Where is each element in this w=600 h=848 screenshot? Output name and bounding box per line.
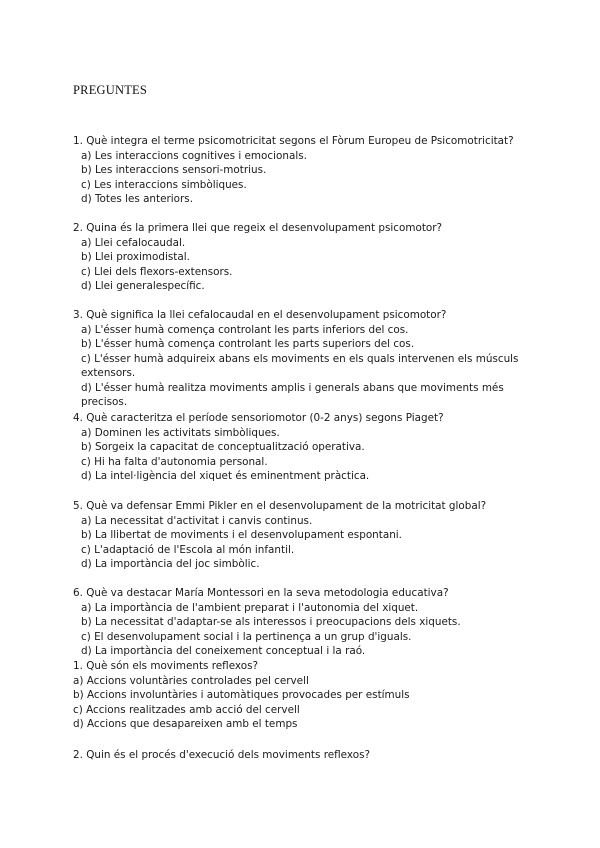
answer-option: d) La importància del joc simbòlic. <box>81 558 260 570</box>
question-block <box>73 659 543 732</box>
question-block <box>73 586 543 659</box>
question-stem: 4. Què caracteritza el període sensoriomotor (0-2 anys) segons Piaget? <box>73 412 444 424</box>
question-block <box>73 134 543 207</box>
answer-option: c) El desenvolupament social i la pertinença a un grup d'iguals. <box>81 630 412 643</box>
answer-option: a) La importància de l'ambient preparat i l'autonomia del xiquet. <box>81 601 419 614</box>
question-block <box>73 499 543 572</box>
question-stem: 3. Què significa la llei cefalocaudal en el desenvolupament psicomotor? <box>73 309 447 321</box>
answer-option: c) L'ésser humà adquireix abans els moviments en els quals intervenen els músculs extensors. <box>81 352 519 379</box>
answer-option: c) Hi ha falta d'autonomia personal. <box>81 455 268 468</box>
answer-option: d) L'ésser humà realitza moviments amplis i generals abans que moviments més precisos. <box>81 381 504 408</box>
answer-option: c) Accions realitzades amb acció del cervell <box>73 703 300 716</box>
answer-option: b) La necessitat d'adaptar-se als interessos i preocupacions dels xiquets. <box>81 616 461 628</box>
question-block <box>73 411 543 484</box>
answer-option: a) Dominen les activitats simbòliques. <box>81 426 280 439</box>
answer-option: d) La intel·ligència del xiquet és eminentment pràctica. <box>81 470 370 482</box>
answer-option: a) La necessitat d'activitat i canvis continus. <box>81 514 313 527</box>
answer-option: a) Accions voluntàries controlades pel cervell <box>73 674 309 687</box>
question-stem: 1. Què integra el terme psicomotricitat segons el Fòrum Europeu de Psicomotricitat? <box>73 135 514 147</box>
answer-option: c) Les interaccions simbòliques. <box>81 178 247 191</box>
answer-option: b) Les interaccions sensori-motrius. <box>81 164 267 176</box>
answer-option: a) Llei cefalocaudal. <box>81 236 186 249</box>
question-stem: 6. Què va destacar María Montessori en la seva metodologia educativa? <box>73 587 449 599</box>
question-stem: 5. Què va defensar Emmi Pikler en el desenvolupament de la motricitat global? <box>73 500 487 512</box>
answer-option: d) Totes les anteriors. <box>81 193 193 205</box>
question-block <box>73 308 543 410</box>
answer-option: b) Llei proximodistal. <box>81 251 190 263</box>
answer-option: b) Sorgeix la capacitat de conceptualització operativa. <box>81 441 365 453</box>
question-stem: 2. Quin és el procés d'execució dels moviments reflexos? <box>73 749 371 761</box>
answer-option: b) L'ésser humà comença controlant les parts superiors del cos. <box>81 338 415 350</box>
answer-option: d) La importància del coneixement conceptual i la raó. <box>81 645 366 657</box>
answer-option: a) L'ésser humà comença controlant les parts inferiors del cos. <box>81 323 409 336</box>
answer-option: c) Llei dels flexors-extensors. <box>81 265 233 278</box>
page-title: PREGUNTES <box>73 83 148 97</box>
question-block <box>73 748 543 763</box>
question-block <box>73 221 543 294</box>
question-stem: 1. Què són els moviments reflexos? <box>73 660 259 672</box>
answer-option: b) Accions involuntàries i automàtiques provocades per estímuls <box>73 689 410 701</box>
answer-option: d) Llei generalespecífic. <box>81 280 205 292</box>
question-stem: 2. Quina és la primera llei que regeix el desenvolupament psicomotor? <box>73 222 443 234</box>
answer-option: a) Les interaccions cognitives i emocionals. <box>81 149 307 162</box>
answer-option: c) L'adaptació de l'Escola al món infantil. <box>81 543 295 556</box>
answer-option: b) La llibertat de moviments i el desenvolupament espontani. <box>81 529 402 541</box>
answer-option: d) Accions que desapareixen amb el temps <box>73 718 298 730</box>
